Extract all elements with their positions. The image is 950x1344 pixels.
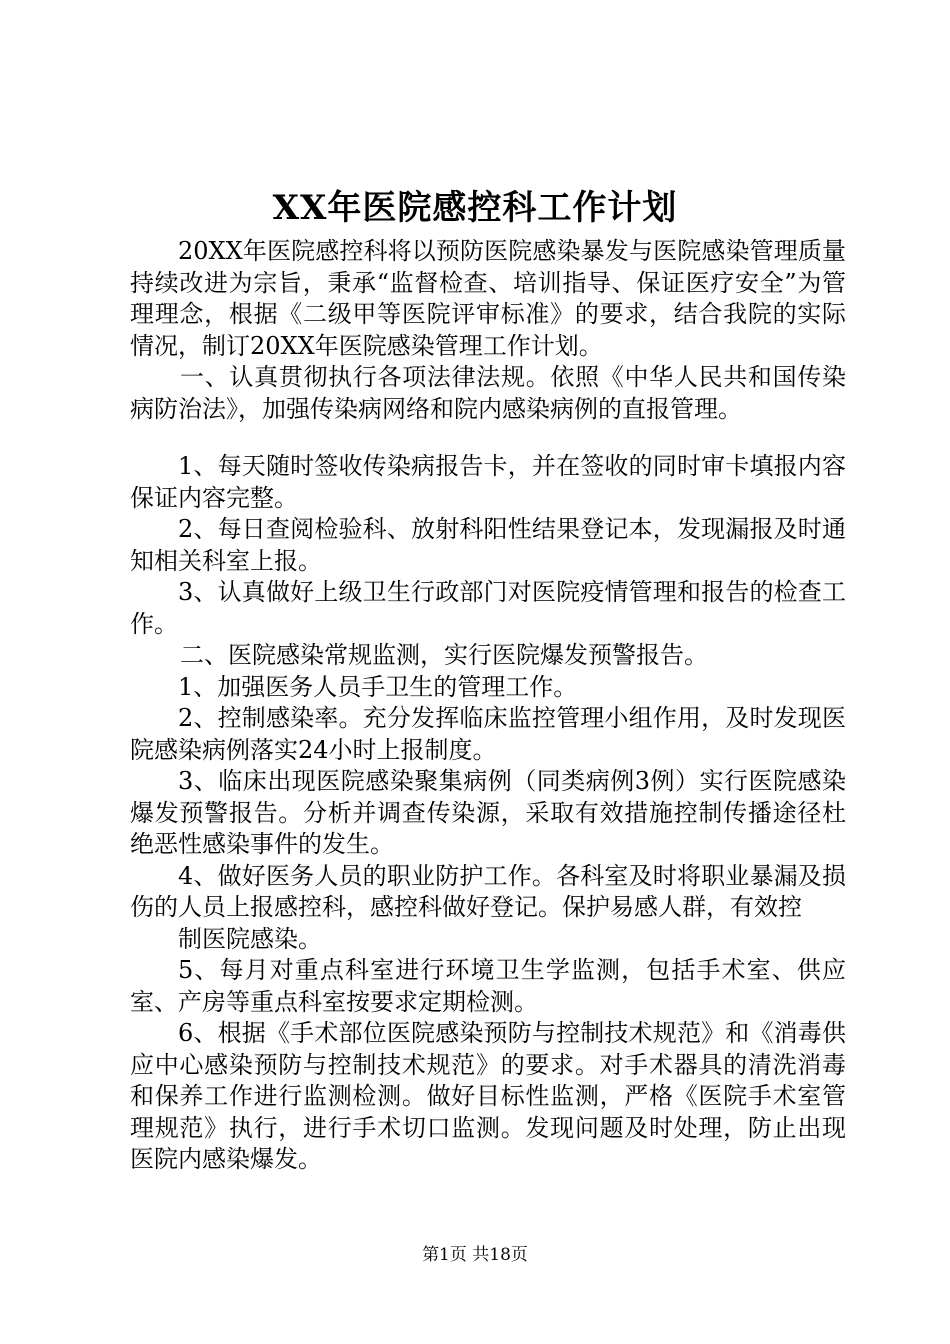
page-footer: 第1页 共18页 xyxy=(422,1245,528,1265)
list-item: 2、控制感染率。充分发挥临床监控管理小组作用，及时发现医院感染病例落实24小时上报制度。 xyxy=(130,704,846,764)
list-item: 2、每日查阅检验科、放射科阳性结果登记本，发现漏报及时通知相关科室上报。 xyxy=(130,515,846,575)
document-body xyxy=(130,236,846,1176)
paragraph-gap xyxy=(130,425,846,451)
intro-paragraph: 20XX年医院感控科将以预防医院感染暴发与医院感染管理质量持续改进为宗旨，秉承“监督检查、培训指导、保证医疗安全”为管理理念，根据《二级甲等医院评审标准》的要求，结合我院的实际情况，制订20XX年医院感染管理工作计划。 xyxy=(130,237,846,360)
list-item: 3、临床出现医院感染聚集病例（同类病例3例）实行医院感染爆发预警报告。分析并调查传染源，采取有效措施控制传播途径杜绝恶性感染事件的发生。 xyxy=(130,767,846,858)
section-heading-2: 二、医院感染常规监测，实行医院爆发预警报告。 xyxy=(180,641,708,669)
list-item: 5、每月对重点科室进行环境卫生学监测，包括手术室、供应室、产房等重点科室按要求定期检测。 xyxy=(130,956,846,1016)
list-item: 1、加强医务人员手卫生的管理工作。 xyxy=(178,672,578,701)
list-item: 4、做好医务人员的职业防护工作。各科室及时将职业暴漏及损伤的人员上报感控科，感控科做好登记。保护易感人群，有效控 xyxy=(130,861,846,921)
list-item: 6、根据《手术部位医院感染预防与控制技术规范》和《消毒供应中心感染预防与控制技术规范》的要求。对手术器具的清洗消毒和保养工作进行监测检测。做好目标性监测，严格《医院手术室管理规范》执行，进行手术切口监测。发现问题及时处理，防止出现医院内感染爆发。 xyxy=(130,1019,846,1173)
list-item-continuation: 制医院感染。 xyxy=(178,924,322,953)
document-title: XX年医院感控科工作计划 xyxy=(272,188,678,228)
list-item: 1、每天随时签收传染病报告卡，并在签收的同时审卡填报内容保证内容完整。 xyxy=(130,452,846,512)
list-item: 3、认真做好上级卫生行政部门对医院疫情管理和报告的检查工作。 xyxy=(130,578,846,638)
section-heading-1: 一、认真贯彻执行各项法律法规。依照《中华人民共和国传染病防治法》，加强传染病网络和院内感染病例的直报管理。 xyxy=(130,363,846,423)
